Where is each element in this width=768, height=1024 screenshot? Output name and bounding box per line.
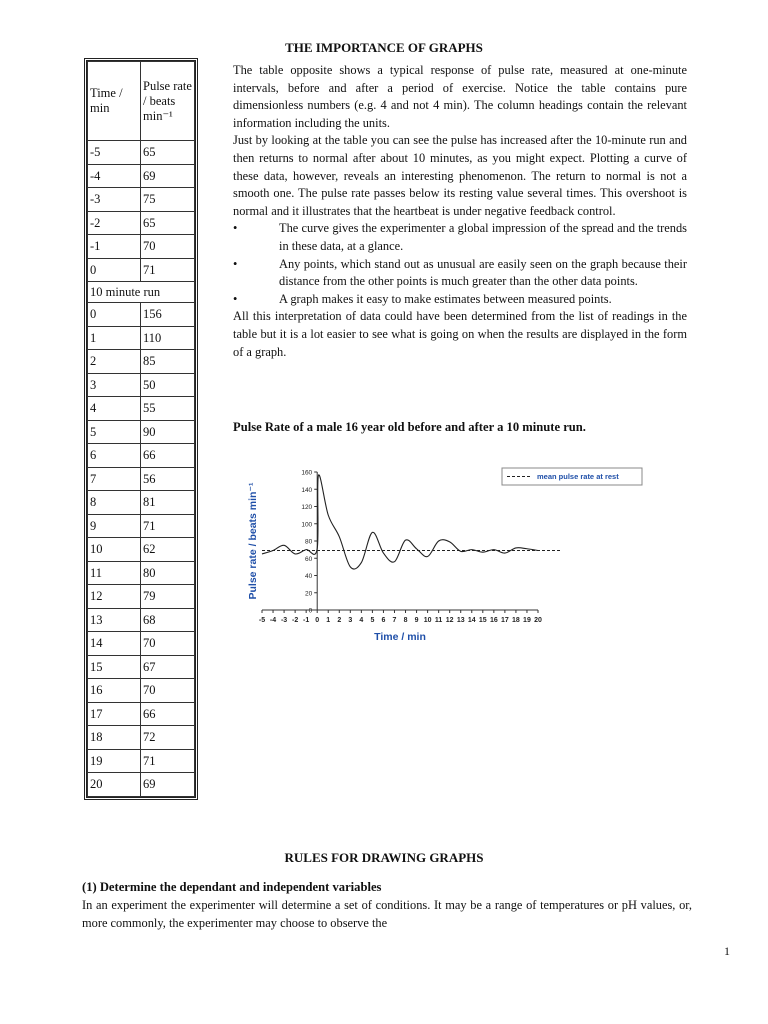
table-row [88, 702, 195, 726]
pulse-cell: 156 [141, 303, 195, 327]
table-row [88, 420, 195, 444]
x-tick-label: 20 [534, 617, 542, 624]
pulse-cell: 69 [141, 164, 195, 188]
paragraph: All this interpretation of data could have been determined from the list of readings in the table but it is a lot easier to see what is going on when the results are displayed in the form of a graph. [233, 309, 687, 359]
table-row [88, 585, 195, 609]
legend-label: mean pulse rate at rest [537, 472, 619, 481]
x-tick-label: 19 [523, 617, 531, 624]
bullet-symbol: • [233, 291, 238, 306]
pulse-cell: 71 [141, 749, 195, 773]
table-row [88, 164, 195, 188]
pulse-cell: 72 [141, 726, 195, 750]
page-title: THE IMPORTANCE OF GRAPHS [285, 40, 483, 55]
time-cell: 6 [88, 444, 141, 468]
table-row [88, 608, 195, 632]
table-separator-row [88, 282, 195, 303]
x-tick-label: 5 [370, 617, 375, 624]
pulse-cell: 90 [141, 420, 195, 444]
time-cell: -3 [88, 188, 141, 212]
table-row [88, 258, 195, 282]
pulse-cell: 65 [141, 211, 195, 235]
pulse-cell: 62 [141, 538, 195, 562]
table-header-time: Time / min [88, 62, 141, 141]
x-tick-label: 6 [381, 617, 386, 624]
time-cell: 16 [88, 679, 141, 703]
x-tick-label: 18 [512, 617, 520, 624]
time-cell: 2 [88, 350, 141, 374]
x-tick-label: 2 [337, 617, 342, 624]
pulse-cell: 70 [141, 679, 195, 703]
rule-paragraph: In an experiment the experimenter will determine a set of conditions. It may be a range of temperatures or pH values, or, more commonly, the experimenter may choose to observe the [82, 898, 692, 930]
time-cell: 5 [88, 420, 141, 444]
table-row [88, 538, 195, 562]
bullet-symbol: • [233, 221, 238, 236]
pulse-cell: 79 [141, 585, 195, 609]
x-tick-label: 1 [326, 617, 331, 624]
x-tick-label: -4 [269, 617, 277, 624]
pulse-cell: 66 [141, 444, 195, 468]
section-title: RULES FOR DRAWING GRAPHS [284, 850, 484, 865]
table-header-pulse: Pulse rate / beats min⁻¹ [141, 62, 195, 141]
run-separator: 10 minute run [88, 282, 195, 303]
pulse-cell: 81 [141, 491, 195, 515]
time-cell: 7 [88, 467, 141, 491]
bullet-text: A graph makes it easy to make estimates between measured points. [279, 291, 612, 306]
table-row [88, 326, 195, 350]
time-cell: 12 [88, 585, 141, 609]
chart-caption: Pulse Rate of a male 16 year old before and after a 10 minute run. [233, 420, 586, 434]
x-tick-label: 16 [489, 617, 498, 624]
time-cell: 11 [88, 561, 141, 585]
pulse-cell: 65 [141, 141, 195, 165]
pulse-cell: 67 [141, 655, 195, 679]
pulse-cell: 56 [141, 467, 195, 491]
pulse-cell: 80 [141, 561, 195, 585]
time-cell: -5 [88, 141, 141, 165]
pulse-rate-chart [240, 460, 650, 660]
rule-heading: (1) Determine the dependant and independent variables [82, 880, 382, 894]
table-row [88, 211, 195, 235]
pulse-cell: 55 [141, 397, 195, 421]
paragraph: The table opposite shows a typical response of pulse rate, measured at one-minute intervals, before and after a period of exercise. Notice the table contains pure dimensionless numbers (e.g. 4 and not 4 min). The column headings contain the relevant information including the units. [233, 63, 687, 130]
y-tick-label: 0 [308, 607, 313, 615]
bullet-item [233, 256, 687, 291]
x-tick-label: 12 [445, 617, 454, 624]
time-cell: 0 [88, 258, 141, 282]
time-cell: -1 [88, 235, 141, 259]
x-tick-label: 15 [478, 617, 487, 624]
time-cell: 3 [88, 373, 141, 397]
pulse-cell: 71 [141, 514, 195, 538]
x-tick-label: -5 [258, 617, 266, 624]
y-tick-label: 60 [304, 555, 313, 563]
x-tick-label: 17 [500, 617, 509, 624]
table-row [88, 491, 195, 515]
x-tick-label: 14 [467, 617, 476, 624]
table-row [88, 749, 195, 773]
time-cell: -2 [88, 211, 141, 235]
pulse-cell: 50 [141, 373, 195, 397]
table-row [88, 350, 195, 374]
intro-text [233, 62, 687, 361]
time-cell: 19 [88, 749, 141, 773]
y-tick-label: 20 [304, 590, 313, 598]
pulse-cell: 70 [141, 235, 195, 259]
x-tick-label: 3 [348, 617, 353, 624]
x-tick-label: 4 [359, 617, 364, 624]
time-cell: 8 [88, 491, 141, 515]
pulse-data-table [84, 58, 198, 800]
x-tick-label: 11 [434, 617, 443, 624]
x-tick-label: 9 [414, 617, 419, 624]
table-row [88, 303, 195, 327]
table-row [88, 773, 195, 797]
x-axis-label: Time / min [374, 631, 426, 643]
pulse-cell: 70 [141, 632, 195, 656]
page-number: 1 [724, 944, 730, 958]
time-cell: 14 [88, 632, 141, 656]
table-row [88, 373, 195, 397]
pulse-cell: 66 [141, 702, 195, 726]
table-row [88, 679, 195, 703]
time-cell: 9 [88, 514, 141, 538]
y-tick-label: 140 [301, 486, 313, 494]
x-tick-label: 10 [423, 617, 432, 624]
table-row [88, 235, 195, 259]
x-tick-label: 13 [456, 617, 465, 624]
x-tick-label: -1 [303, 617, 310, 624]
table-row [88, 561, 195, 585]
bullet-item [233, 220, 687, 255]
time-cell: 15 [88, 655, 141, 679]
x-tick-label: 7 [392, 617, 397, 624]
bullet-text: The curve gives the experimenter a global impression of the spread and the trends in these data, at a glance. [279, 221, 687, 253]
bullet-text: Any points, which stand out as unusual are easily seen on the graph because their distance from the other points is much greater than the other data points. [279, 256, 687, 289]
time-cell: 1 [88, 326, 141, 350]
x-tick-label: 8 [403, 617, 408, 624]
y-tick-label: 120 [301, 504, 313, 511]
table-row [88, 514, 195, 538]
time-cell: 18 [88, 726, 141, 750]
y-tick-label: 80 [304, 538, 313, 546]
table-row [88, 632, 195, 656]
pulse-cell: 71 [141, 258, 195, 282]
time-cell: 17 [88, 702, 141, 726]
table-row [88, 188, 195, 212]
pulse-cell: 69 [141, 773, 195, 797]
table-row [88, 467, 195, 491]
y-tick-label: 100 [301, 521, 313, 529]
time-cell: 13 [88, 608, 141, 632]
table-row [88, 444, 195, 468]
time-cell: 0 [88, 303, 141, 327]
pulse-cell: 68 [141, 608, 195, 632]
time-cell: 4 [88, 397, 141, 421]
bullet-symbol: • [233, 256, 238, 271]
table-row [88, 655, 195, 679]
pulse-cell: 75 [141, 188, 195, 212]
y-tick-label: 40 [304, 573, 313, 580]
y-tick-label: 160 [301, 469, 313, 477]
paragraph: Just by looking at the table you can see the pulse has increased after the 10-minute run and then returns to normal after about 10 minutes, as you might expect. Plotting a curve of these data, however, reveals an interesting phenomenon. The return to normal is not a smooth one. The pulse rate passes below its resting value several times. This overshoot is normal and it illustrates that the heartbeat is under negative feedback control. [233, 133, 687, 218]
table-row [88, 141, 195, 165]
pulse-cell: 85 [141, 350, 195, 374]
time-cell: 20 [88, 773, 141, 797]
time-cell: 10 [88, 538, 141, 562]
table-row [88, 726, 195, 750]
x-tick-label: -3 [280, 617, 288, 624]
x-tick-label: 0 [315, 617, 320, 624]
table-row [88, 397, 195, 421]
bullet-item [233, 291, 687, 309]
y-axis-label: Pulse rate / beats min⁻¹ [247, 482, 259, 600]
pulse-cell: 110 [141, 326, 195, 350]
x-tick-label: -2 [292, 617, 299, 624]
time-cell: -4 [88, 164, 141, 188]
